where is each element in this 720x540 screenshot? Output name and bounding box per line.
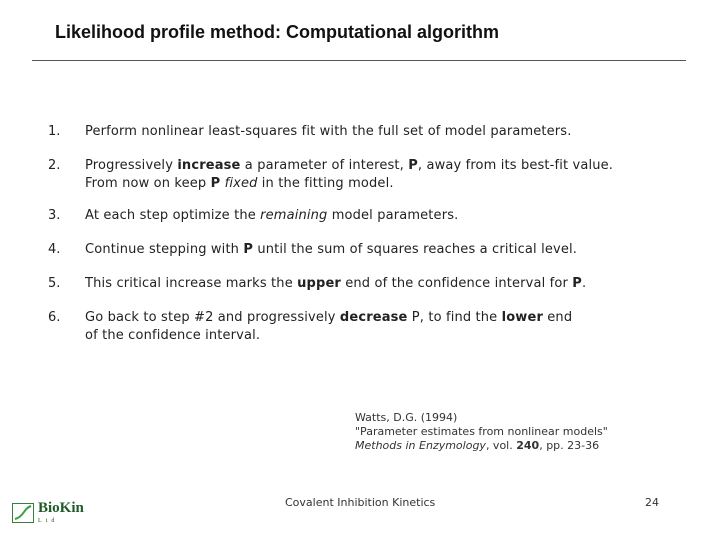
logo-name: BioKin xyxy=(38,500,84,516)
page-number: 24 xyxy=(645,496,659,509)
chart-growth-icon xyxy=(12,503,34,523)
parameter-p: P xyxy=(572,276,582,291)
title-divider xyxy=(32,60,686,61)
step-text-segment: P, to find the xyxy=(407,310,502,325)
step-text-segment: This critical increase marks the xyxy=(85,276,298,291)
step-number: 1. xyxy=(48,124,61,139)
step-number: 2. xyxy=(48,158,61,173)
emphasis-remaining: remaining xyxy=(260,208,328,223)
step-number: 4. xyxy=(48,242,61,257)
step-text-segment: Perform nonlinear least-squares fit with the full set of model parameters. xyxy=(85,124,572,139)
citation-pages: , pp. 23-36 xyxy=(539,439,600,452)
step-text-segment: At each step optimize the xyxy=(85,208,261,223)
step-text-segment: of the confidence interval. xyxy=(85,328,261,343)
step-text-segment: From now on keep xyxy=(85,176,211,191)
parameter-p: P xyxy=(408,158,418,173)
step-text-segment: Progressively xyxy=(85,158,178,173)
parameter-p: P xyxy=(210,176,221,191)
emphasis-increase: increase xyxy=(177,158,241,173)
step-number: 3. xyxy=(48,208,61,223)
step-number: 6. xyxy=(48,310,61,325)
step-text xyxy=(85,157,685,193)
citation-source xyxy=(355,439,608,453)
logo-subtitle: Ltd xyxy=(38,518,59,524)
citation xyxy=(355,411,608,453)
citation-author: Watts, D.G. (1994) xyxy=(355,411,458,424)
citation-journal: Methods in Enzymology xyxy=(355,439,486,452)
step-number: 5. xyxy=(48,276,61,291)
emphasis-fixed: fixed xyxy=(224,176,258,191)
step-text-segment: end xyxy=(543,310,573,325)
step-text-segment: in the fitting model. xyxy=(257,176,394,191)
citation-volume: 240 xyxy=(516,439,540,452)
parameter-p: P xyxy=(243,242,254,257)
citation-vol-prefix: , vol. xyxy=(485,439,517,452)
step-text-segment: model parameters. xyxy=(327,208,459,223)
emphasis-lower: lower xyxy=(501,310,543,325)
citation-article: "Parameter estimates from nonlinear models" xyxy=(355,425,608,438)
step-text-segment: end of the confidence interval for xyxy=(340,276,573,291)
emphasis-decrease: decrease xyxy=(339,310,408,325)
slide-title: Likelihood profile method: Computational algorithm xyxy=(55,22,499,42)
step-text-segment: , away from its best-fit value. xyxy=(417,158,614,173)
step-text xyxy=(85,207,685,225)
step-text xyxy=(85,275,685,293)
step-text-segment: Continue stepping with xyxy=(85,242,244,257)
step-text-segment: Go back to step #2 and progressively xyxy=(85,310,340,325)
step-text-segment: . xyxy=(581,276,587,291)
step-text xyxy=(85,123,685,141)
step-text-segment: until the sum of squares reaches a critical level. xyxy=(253,242,578,257)
step-text xyxy=(85,241,685,259)
emphasis-upper: upper xyxy=(297,276,341,291)
step-text-segment: a parameter of interest, xyxy=(240,158,409,173)
step-text xyxy=(85,309,685,345)
footer-text: Covalent Inhibition Kinetics xyxy=(285,496,436,509)
biokin-logo xyxy=(12,500,92,526)
